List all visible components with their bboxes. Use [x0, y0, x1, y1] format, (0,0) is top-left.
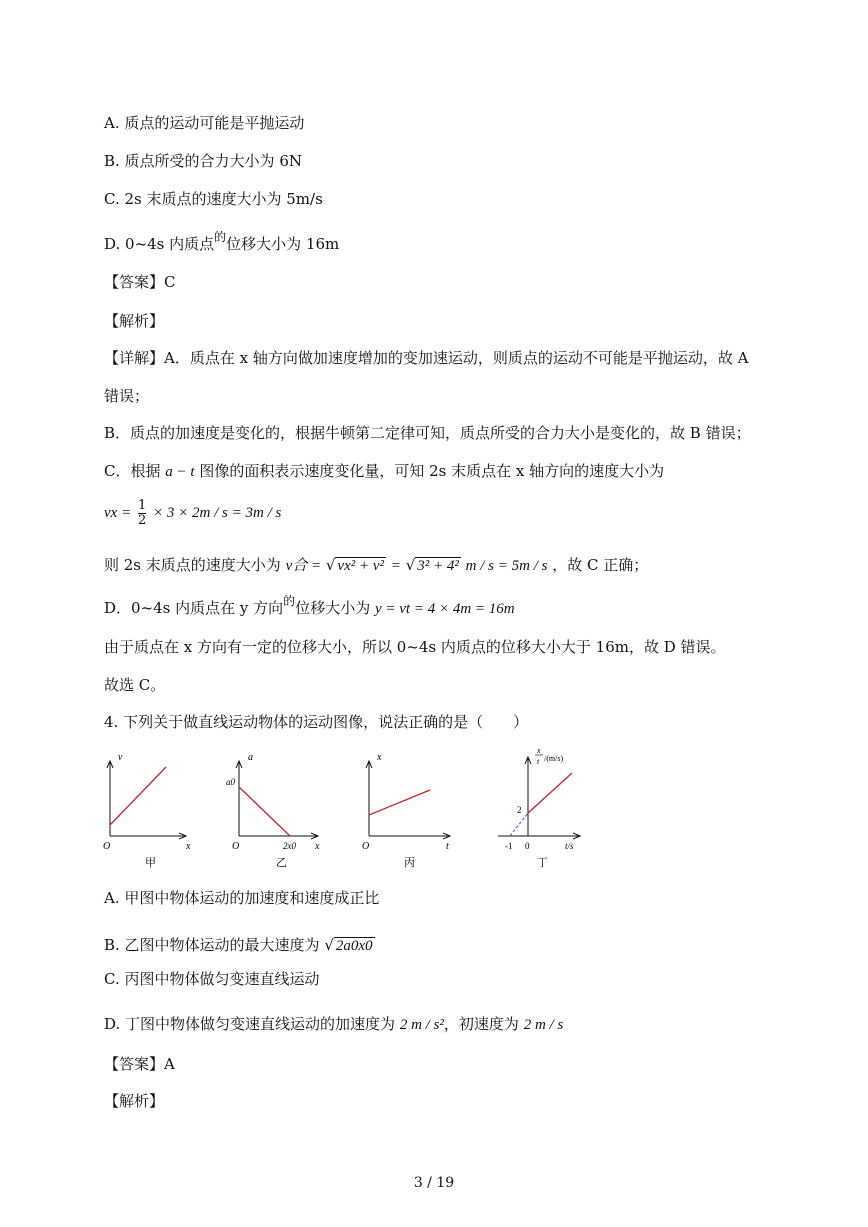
- solution-v-pre: 则 2s 末质点的速度大小为: [104, 556, 281, 574]
- formula-acceleration: 2 m / s²: [399, 1017, 444, 1033]
- formula-a-t: a − t: [165, 464, 195, 480]
- solution-e: 由于质点在 x 方向有一定的位移大小，所以 0~4s 内质点的位移大小大于 16m，故 D 错误。: [104, 638, 726, 656]
- solution-c-post: 图像的面积表示速度变化量，可知 2s 末质点在 x 轴方向的速度大小为: [199, 462, 665, 480]
- graph-yi-origin: O: [232, 841, 240, 852]
- graphs-figure: [0, 745, 868, 875]
- solution-d: [104, 594, 515, 619]
- v-expr-right: m / s = 5m / s: [465, 558, 548, 574]
- page-number: 3 / 19: [413, 1175, 455, 1191]
- graph-ding-ytick: 2: [517, 805, 522, 815]
- option-d-text: D. 0~4s 内质点: [104, 235, 215, 253]
- v-expr-sqrt2: 3² + 4²: [417, 558, 459, 574]
- formula-vx: [104, 497, 281, 528]
- solution-a-line1: 【详解】A．质点在 x 轴方向做加速度增加的变加速运动，则质点的运动不可能是平抛运动，故 A: [104, 349, 749, 367]
- graph-jia-line: [110, 767, 166, 825]
- formula-initial-velocity: 2 m / s: [523, 1017, 564, 1033]
- formula-sqrt-2a0x0: 2a0x0: [335, 938, 373, 954]
- q4-option-a: A. 甲图中物体运动的加速度和速度成正比: [104, 889, 380, 907]
- vx-frac-den: 2: [137, 512, 147, 528]
- graph-bing-ylabel: x: [377, 752, 382, 763]
- graph-ding-ylabel-unit: /(m/s): [544, 754, 564, 763]
- analysis-label-2: 【解析】: [104, 1092, 165, 1110]
- q4-option-d-text: D. 丁图中物体做匀变速直线运动的加速度为: [104, 1015, 396, 1033]
- option-b: B. 质点所受的合力大小为 6N: [104, 152, 302, 170]
- graph-bing-origin: O: [362, 841, 370, 852]
- graph-jia-ylabel: v: [118, 752, 123, 763]
- solution-c-pre: C．根据: [104, 462, 161, 480]
- vx-left: vx =: [104, 505, 132, 521]
- graph-ding-xtick-zero: 0: [525, 841, 530, 851]
- option-a: A. 质点的运动可能是平抛运动: [104, 114, 305, 132]
- graph-ding-xlabel: t/s: [565, 841, 574, 851]
- solution-a-line2: 错误；: [104, 387, 150, 405]
- q4-option-d: [104, 1014, 563, 1035]
- solution-f: 故选 C。: [104, 676, 166, 694]
- solution-c: [104, 461, 664, 482]
- solution-v: 则 2s 末质点的速度大小为 v合 = √ vx² + v² = √ 3² + 4² m / s = 5m / s ，故 C 正确；: [104, 556, 649, 574]
- v-expr-mid: =: [390, 558, 401, 574]
- graph-ding-ylabel-den: t: [537, 757, 540, 766]
- graph-ding-xtick-neg: -1: [505, 841, 513, 851]
- graph-ding-dashed-line: [510, 813, 528, 836]
- q4-option-c: C. 丙图中物体做匀变速直线运动: [104, 970, 320, 988]
- option-d-sup: 的: [214, 230, 227, 244]
- v-expr-sqrt1: vx² + v²: [337, 558, 385, 574]
- graph-yi-caption: 乙: [276, 857, 287, 869]
- graph-ding: [498, 746, 580, 869]
- graph-yi-xlabel: x: [315, 841, 320, 852]
- graph-yi-ylabel: a: [248, 752, 253, 763]
- answer-q3: 【答案】C: [104, 273, 176, 291]
- analysis-label: 【解析】: [104, 312, 165, 330]
- option-c: C. 2s 末质点的速度大小为 5m/s: [104, 190, 323, 208]
- vx-right: × 3 × 2m / s = 3m / s: [153, 505, 282, 521]
- graph-yi-line: [239, 787, 290, 836]
- v-expr-left: v合 =: [285, 558, 322, 574]
- question-4: 4. 下列关于做直线运动物体的运动图像，说法正确的是（ ）: [104, 713, 529, 731]
- graph-jia-origin: O: [103, 841, 111, 852]
- graph-bing-caption: 丙: [404, 857, 415, 869]
- answer-q4: 【答案】A: [104, 1055, 175, 1073]
- q4-option-b: B. 乙图中物体运动的最大速度为 √ 2a0x0: [104, 936, 373, 954]
- option-d-text-2: 位移大小为 16m: [226, 235, 340, 253]
- graph-yi-xtick: 2x0: [283, 841, 296, 851]
- vx-fraction: [138, 499, 146, 528]
- graph-jia: [103, 752, 191, 869]
- solution-d-post: 位移大小为: [295, 599, 371, 617]
- graph-yi: [226, 752, 320, 869]
- graph-ding-ylabel-num: x: [537, 746, 541, 755]
- solution-b: B．质点的加速度是变化的，根据牛顿第二定律可知，质点所受的合力大小是变化的，故 B 错误；: [104, 424, 751, 442]
- formula-y: y = vt = 4 × 4m = 16m: [374, 601, 515, 617]
- graph-yi-ytick: a0: [226, 777, 235, 787]
- solution-d-sup: 的: [283, 594, 296, 608]
- option-d: [104, 230, 340, 255]
- q4-option-b-text: B. 乙图中物体运动的最大速度为: [104, 936, 320, 954]
- graph-bing: [362, 752, 450, 869]
- solution-v-post: ，故 C 正确；: [552, 556, 649, 574]
- graph-bing-line: [369, 790, 430, 815]
- graph-jia-xlabel: x: [186, 841, 191, 852]
- graph-bing-xlabel: t: [446, 841, 449, 852]
- graph-jia-caption: 甲: [145, 857, 156, 869]
- q4-option-d-mid: ，初速度为: [443, 1015, 519, 1033]
- graph-ding-line: [528, 773, 572, 813]
- solution-d-pre: D．0~4s 内质点在 y 方向: [104, 599, 284, 617]
- graph-ding-caption: 丁: [537, 857, 548, 869]
- vx-frac-num: 1: [137, 497, 147, 513]
